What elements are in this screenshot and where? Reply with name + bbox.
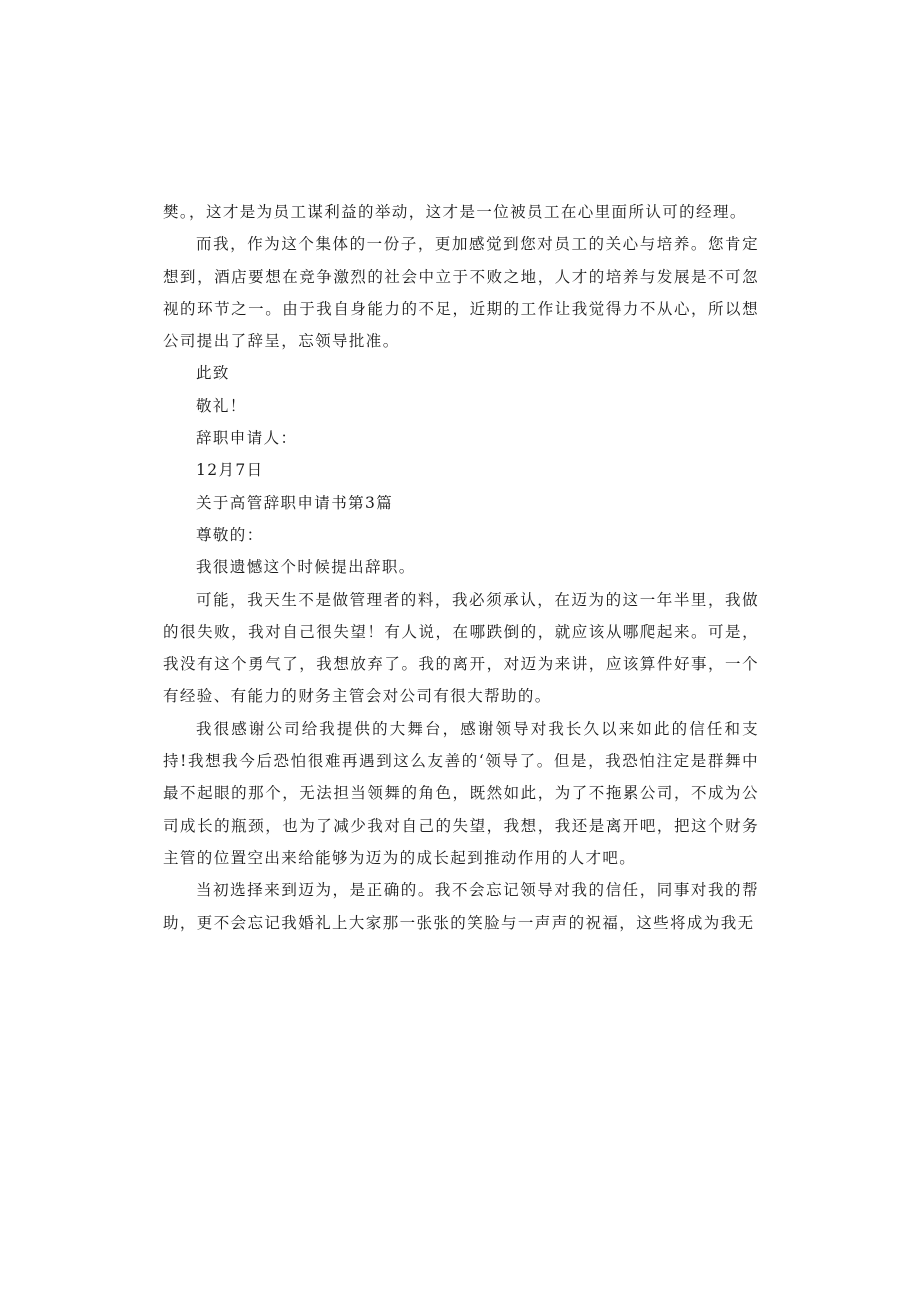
paragraph-reason: 可能，我天生不是做管理者的料，我必须承认，在迈为的这一年半里，我做的很失败，我对自己很失望！有人说，在哪跌倒的，就应该从哪爬起来。可是，我没有这个勇气了，我想放弃了。我的离开，对迈为来讲，应该算件好事，一个有经验、有能力的财务主管会对公司有很大帮助的。	[163, 590, 759, 706]
closing-respect: 敬礼！	[196, 396, 247, 415]
letter-date: 12月7日	[196, 461, 264, 480]
paragraph-thanks: 我很感谢公司给我提供的大舞台，感谢领导对我长久以来如此的信任和支持!我想我今后恐怕很难再遇到这么友善的‘领导了。但是，我恐怕注定是群舞中最不起眼的那个，无法担当领舞的角色，既然如此，为了不拖累公司，不成为公司成长的瓶颈，也为了减少我对自己的失望，我想，我还是离开吧，把这个财务主管的位置空出来给能够为迈为的成长起到推动作用的人才吧。	[163, 719, 759, 867]
letter-greeting: 尊敬的：	[196, 525, 264, 544]
document-body	[163, 196, 759, 939]
paragraph-memories: 当初选择来到迈为，是正确的。我不会忘记领导对我的信任，同事对我的帮助，更不会忘记我婚礼上大家那一张张的笑脸与一声声的祝福，这些将成为我无	[163, 881, 759, 932]
closing-salutation: 此致	[196, 364, 230, 383]
paragraph-gratitude: 而我，作为这个集体的一份子，更加感觉到您对员工的关心与培养。您肯定想到，酒店要想在竞争激烈的社会中立于不败之地，人才的培养与发展是不可忽视的环节之一。由于我自身能力的不足，近期的工作让我觉得力不从心，所以想公司提出了辞呈，忘领导批准。	[163, 235, 759, 351]
paragraph-continuation: 樊。，这才是为员工谋利益的举动，这才是一位被员工在心里面所认可的经理。	[163, 203, 747, 221]
section-heading: 关于高管辞职申请书第3篇	[196, 493, 394, 512]
signature-label: 辞职申请人：	[196, 429, 298, 448]
opening-line: 我很遗憾这个时候提出辞职。	[196, 558, 416, 577]
